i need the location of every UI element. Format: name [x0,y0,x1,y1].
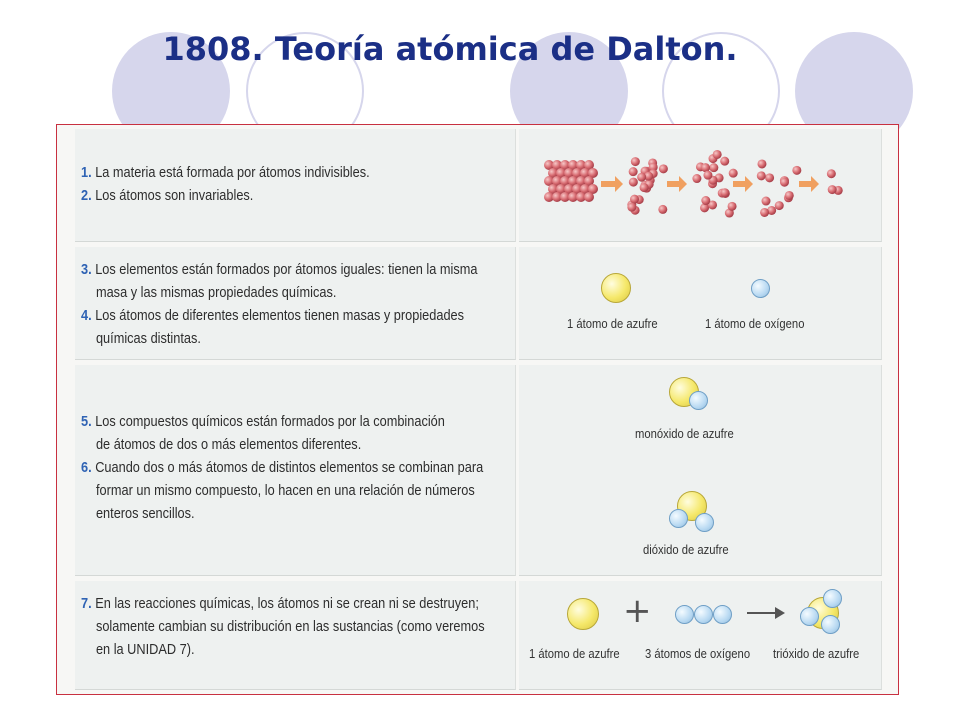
particle [701,196,710,205]
particle [792,166,801,175]
so3-oxygen-atom-3 [821,615,840,634]
so-label: monóxido de azufre [635,427,734,441]
postulate-4: 4. Los átomos de diferentes elementos tienen masas y propiedades químicas distintas. [81,308,465,347]
reaction-arrow [747,612,777,614]
particle [775,201,784,210]
row4-figure-panel [519,581,882,690]
particle [827,169,836,178]
reaction-product-label: trióxido de azufre [773,647,860,661]
postulate-7: 7. En las reacciones químicas, los átomos ni se crean ni se destruyen; solamente cambian su distribución en las sustancias (como veremos en la UNIDAD 7). [81,596,485,658]
so-oxygen-atom [689,391,708,410]
oxygen-atom [751,279,770,298]
row3-text-panel [75,365,516,576]
postulate-5: 5. Los compuestos químicos están formados por la combinación de átomos de dos o más elementos diferentes. [81,414,445,453]
particle [780,178,789,187]
reaction-sulfur-atom [567,598,599,630]
postulate-3: 3. Los elementos están formados por átomos iguales: tienen la misma masa y las mismas propiedades químicas. [81,262,478,301]
dalton-table-image [56,124,899,695]
particle [640,183,649,192]
particle [765,173,774,182]
reaction-oxygen-atom-1 [675,605,694,624]
particle [703,171,712,180]
particle [629,167,638,176]
row4-text-panel [75,581,516,690]
particle [584,192,594,202]
so2-oxygen-atom-1 [669,509,688,528]
particle [630,195,639,204]
particle [637,173,646,182]
particle [728,202,737,211]
particle [757,171,766,180]
so3-oxygen-atom-1 [823,589,842,608]
slide-title: 1808. Teoría atómica de Dalton. [162,30,738,68]
reaction-sulfur-label: 1 átomo de azufre [529,647,620,661]
sulfur-atom-label: 1 átomo de azufre [567,317,658,331]
so2-oxygen-atom-2 [695,513,714,532]
postulate-6: 6. Cuando dos o más átomos de distintos elementos se combinan para formar un mismo compuesto, lo hacen en una relación de números enteros sencillos. [81,460,484,522]
row3-figure-panel [519,365,882,576]
particle [631,157,640,166]
reaction-oxygen-atom-3 [713,605,732,624]
particle [785,191,794,200]
particle [709,163,718,172]
particle [757,159,766,168]
row2-text-panel [75,247,516,360]
particle [762,197,771,206]
particle [720,188,729,197]
reaction-arrow-head [775,607,785,619]
so3-oxygen-atom-2 [800,607,819,626]
row1-figure-panel [519,129,882,242]
particle [629,178,638,187]
postulate-2: 2. Los átomos son invariables. [81,188,254,204]
reaction-oxygen-atom-2 [694,605,713,624]
particle [659,164,668,173]
row2-figure-panel [519,247,882,360]
particle [658,205,667,214]
so2-label: dióxido de azufre [643,543,729,557]
particle [627,203,636,212]
particle [720,157,729,166]
particle [828,185,837,194]
plus-sign: + [623,591,652,631]
postulate-1: 1. La materia está formada por átomos indivisibles. [81,165,370,181]
sulfur-atom [601,273,631,303]
oxygen-atom-label: 1 átomo de oxígeno [705,317,805,331]
particle [760,208,769,217]
particle [713,150,722,159]
particle [692,174,701,183]
reaction-oxygen-label: 3 átomos de oxígeno [645,647,751,661]
atom-division-illustration [519,129,881,241]
row1-text-panel [75,129,516,242]
particle [729,169,738,178]
